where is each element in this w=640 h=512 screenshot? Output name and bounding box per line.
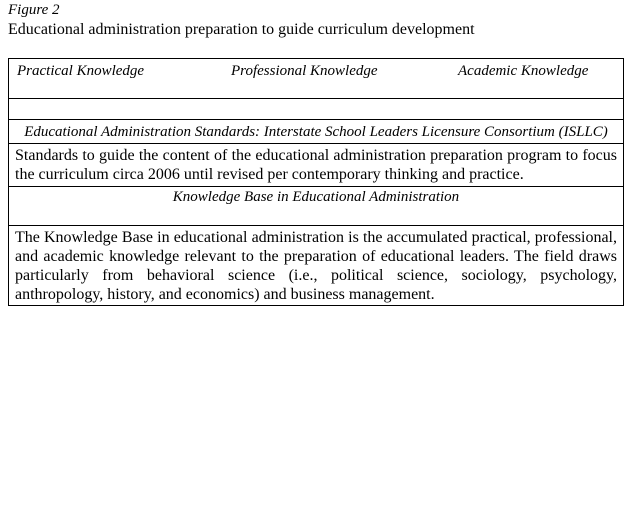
blank-row — [9, 99, 623, 120]
figure-table — [8, 58, 624, 306]
figure-caption: Educational administration preparation to guide curriculum development — [8, 21, 475, 38]
figure-label: Figure 2 — [8, 2, 60, 18]
standards-text: Standards to guide the content of the educational administration preparation program to focus the curriculum circa 2006 until revised per contemporary thinking and practice. — [9, 144, 623, 187]
column-practical-knowledge: Practical Knowledge — [17, 63, 145, 79]
knowledge-base-heading: Knowledge Base in Educational Administration — [9, 187, 623, 226]
column-professional-knowledge: Professional Knowledge — [231, 63, 378, 79]
knowledge-base-text: The Knowledge Base in educational administration is the accumulated practical, professional, and academic knowledge relevant to the preparation of educational leaders. The field draws particularly from behavioral science (i.e., political science, sociology, psychology, anthropology, history, and economics) and business management. — [15, 229, 617, 303]
knowledge-columns-row — [9, 59, 623, 99]
standards-heading: Educational Administration Standards: Interstate School Leaders Licensure Consortium (ISLLC) — [9, 120, 623, 144]
column-academic-knowledge: Academic Knowledge — [458, 63, 589, 79]
